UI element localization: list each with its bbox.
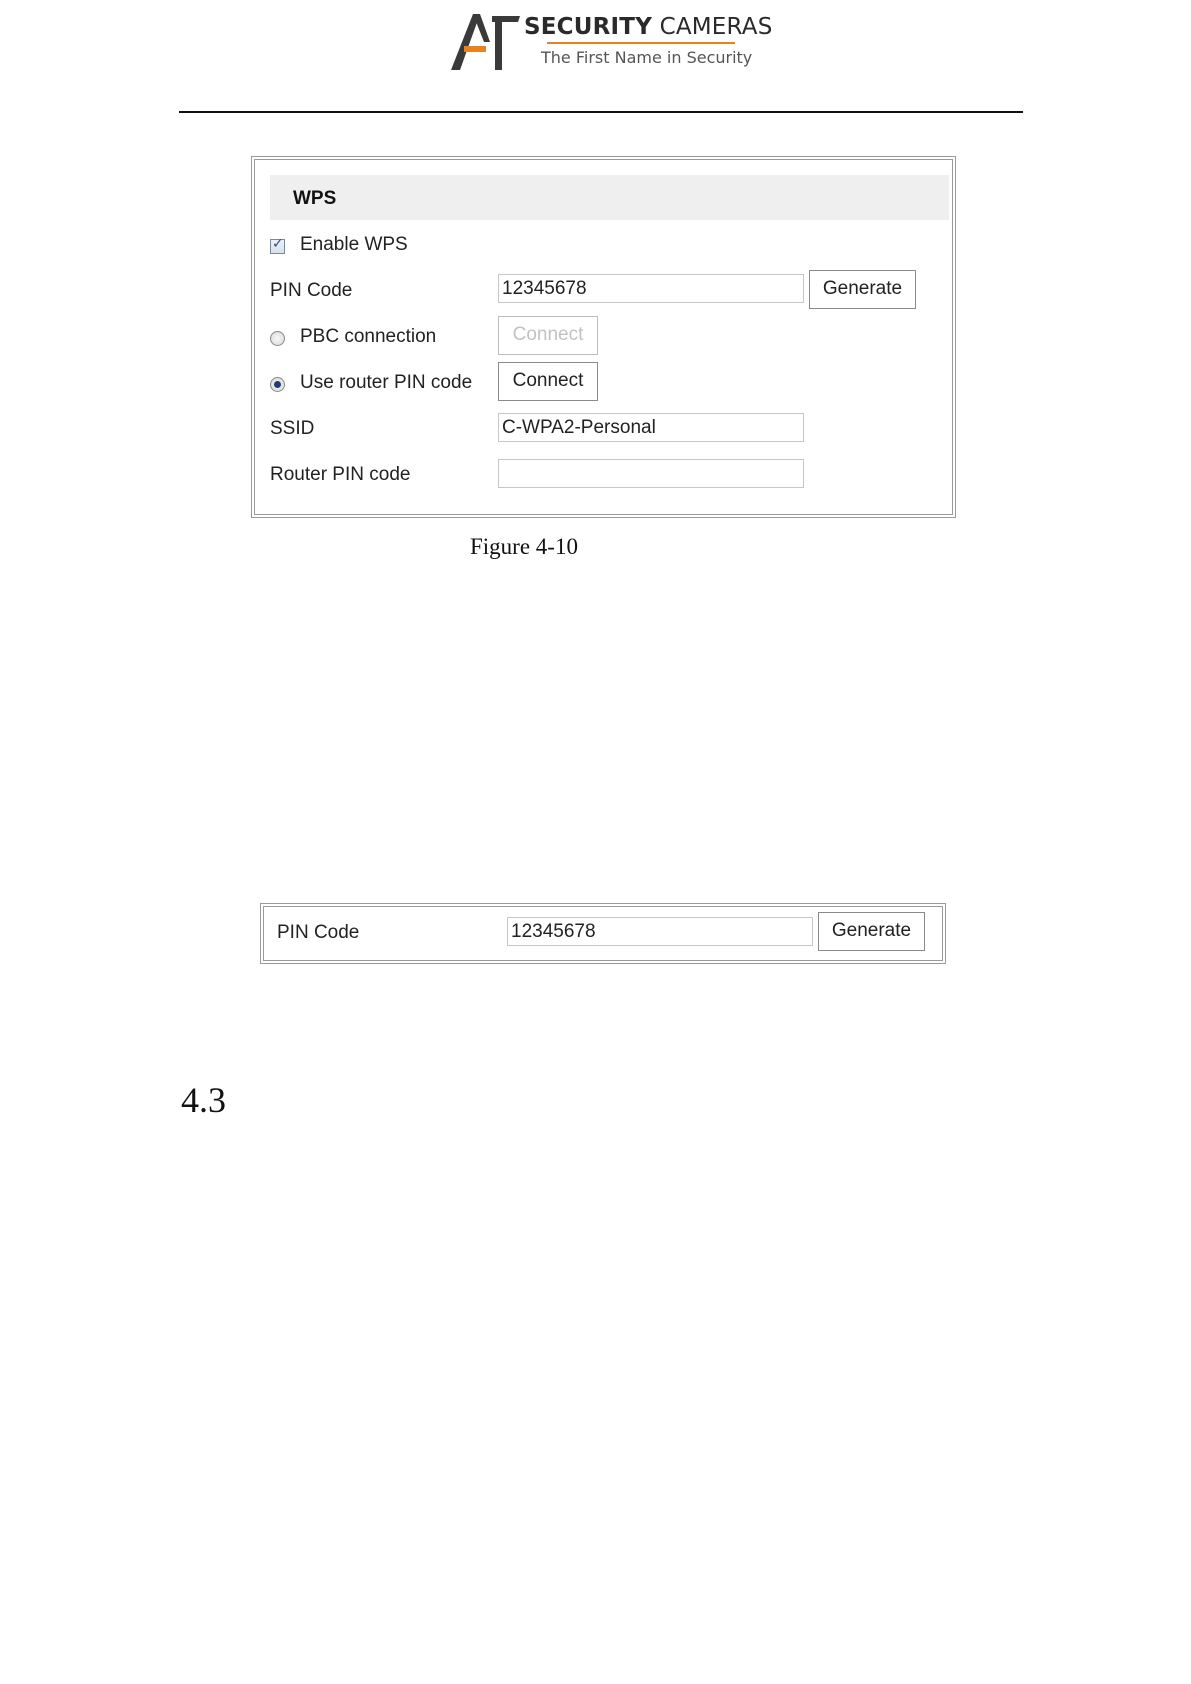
pin-code-label: PIN Code (277, 922, 360, 943)
pin-code-input[interactable]: 12345678 (498, 274, 804, 303)
enable-wps-label: Enable WPS (300, 234, 408, 255)
ssid-input[interactable]: C-WPA2-Personal (498, 413, 804, 442)
pin-code-panel (260, 903, 946, 964)
wps-settings-panel (251, 156, 956, 518)
pin-code-input[interactable]: 12345678 (507, 917, 813, 946)
section-number: 4.3 (181, 1080, 226, 1120)
generate-button[interactable]: Generate (818, 912, 925, 951)
generate-button[interactable]: Generate (809, 270, 916, 309)
pbc-connect-button[interactable]: Connect (498, 316, 598, 355)
ssid-label: SSID (270, 418, 315, 439)
pbc-connection-label: PBC connection (300, 326, 437, 347)
logo-tagline: The First Name in Security (541, 48, 753, 67)
wps-title-bar (270, 175, 949, 220)
logo-brand: SECURITY CAMERAS (524, 14, 773, 40)
wps-title: WPS (293, 188, 337, 209)
header-divider (179, 111, 1023, 113)
header-logo (448, 12, 773, 74)
router-pin-code-input[interactable] (498, 459, 804, 488)
logo-rule (547, 42, 735, 44)
router-pin-connect-button[interactable]: Connect (498, 362, 598, 401)
enable-wps-checkbox[interactable] (270, 236, 285, 254)
figure-caption: Figure 4-10 (470, 534, 578, 559)
pbc-connection-radio[interactable] (270, 331, 285, 346)
use-router-pin-radio[interactable] (270, 377, 285, 392)
checkmark-icon: ✓ (272, 236, 284, 252)
pin-code-label: PIN Code (270, 280, 353, 301)
use-router-pin-label: Use router PIN code (300, 372, 473, 393)
router-pin-code-label: Router PIN code (270, 464, 411, 485)
a1-logo-icon (448, 12, 528, 74)
